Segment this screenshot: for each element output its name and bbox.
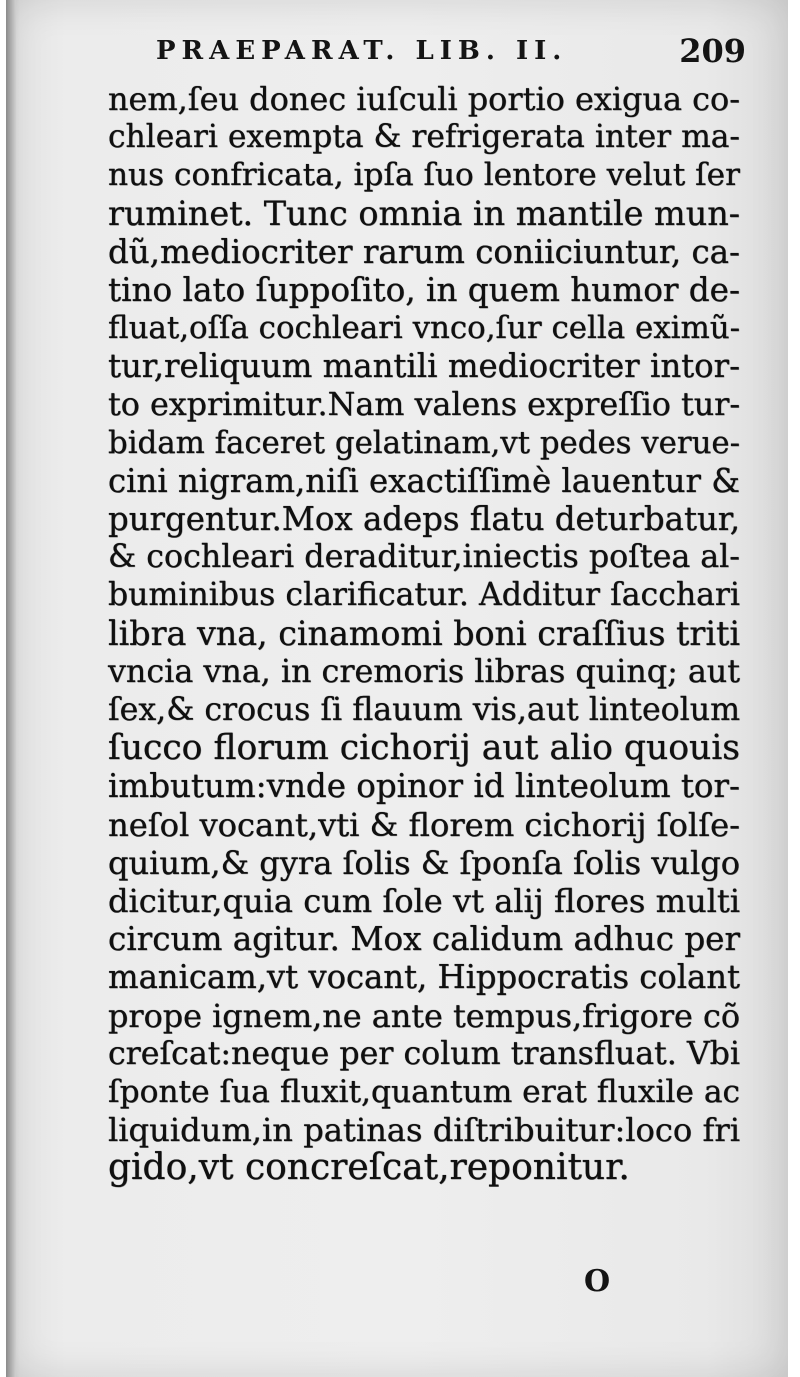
text-line: neſol vocant,vti & florem cichorij ſolſe- bbox=[108, 805, 740, 844]
running-head bbox=[156, 32, 746, 76]
page-gutter-shadow bbox=[6, 0, 16, 1377]
text-line: gido,vt concreſcat,reponitur. bbox=[108, 1147, 630, 1189]
text-line: & cochleari deraditur,iniectis poſtea al- bbox=[108, 539, 740, 576]
text-line: creſcat:neque per colum transfluat. Vbi bbox=[108, 1035, 740, 1072]
text-line: dũ,mediocriter rarum coniiciuntur, ca- bbox=[108, 232, 740, 271]
text-line: purgentur.Mox adeps flatu deturbatur, bbox=[108, 500, 740, 539]
text-line: nem,ſeu donec iuſculi portio exigua co- bbox=[108, 80, 740, 118]
text-line: circum agitur. Mox calidum adhuc per bbox=[108, 920, 741, 959]
book-page bbox=[6, 0, 788, 1377]
text-line: liquidum,in patinas diſtribuitur:loco fri bbox=[108, 1111, 740, 1150]
text-line: fluat,oſſa cochleari vnco,ſur cella eximũ- bbox=[108, 310, 740, 347]
text-line: ſponte ſua fluxit,quantum erat fluxile ac bbox=[108, 1073, 740, 1110]
body-text bbox=[108, 80, 748, 1187]
running-title: PRAEPARAT. LIB. II. bbox=[156, 36, 568, 66]
text-line: dicitur,quia cum ſole vt alij flores multi bbox=[108, 881, 740, 920]
text-line: buminibus clarificatur. Additur ſacchari bbox=[108, 577, 740, 614]
signature-mark: O bbox=[584, 1264, 611, 1299]
text-line: imbutum:vnde opinor id linteolum tor- bbox=[108, 767, 740, 806]
text-line: to exprimitur.Nam valens expreſſio tur- bbox=[108, 386, 741, 423]
text-line: prope ignem,ne ante tempus,frigore cõ bbox=[108, 996, 740, 1035]
text-line: vncia vna, in cremoris libras quinq; aut bbox=[108, 653, 740, 690]
text-line: tur,reliquum mantili mediocriter intor- bbox=[108, 347, 740, 386]
text-line: nus confricata, ipſa ſuo lentore velut ſer bbox=[108, 157, 740, 194]
text-line: chleari exempta & refrigerata inter ma- bbox=[108, 119, 740, 156]
text-line: ſucco florum cichorij aut alio quouis bbox=[108, 728, 740, 769]
text-line: quium,& gyra ſolis & ſponſa ſolis vulgo bbox=[108, 843, 740, 882]
text-line: bidam faceret gelatinam,vt pedes verue- bbox=[108, 424, 740, 461]
text-line: manicam,vt vocant, Hippocratis colant bbox=[108, 958, 740, 997]
text-line: cini nigram,niſi exactiſſimè lauentur & bbox=[108, 461, 740, 500]
text-line: ruminet. Tunc omnia in mantile mun- bbox=[108, 193, 740, 233]
text-line: tino lato ſuppoſito, in quem humor de- bbox=[108, 270, 740, 309]
text-line: ſex,& crocus ſi flauum vis,aut linteolum bbox=[108, 692, 740, 728]
page-number: 209 bbox=[679, 32, 746, 70]
text-line: libra vna, cinamomi boni craſſius triti bbox=[108, 613, 740, 653]
